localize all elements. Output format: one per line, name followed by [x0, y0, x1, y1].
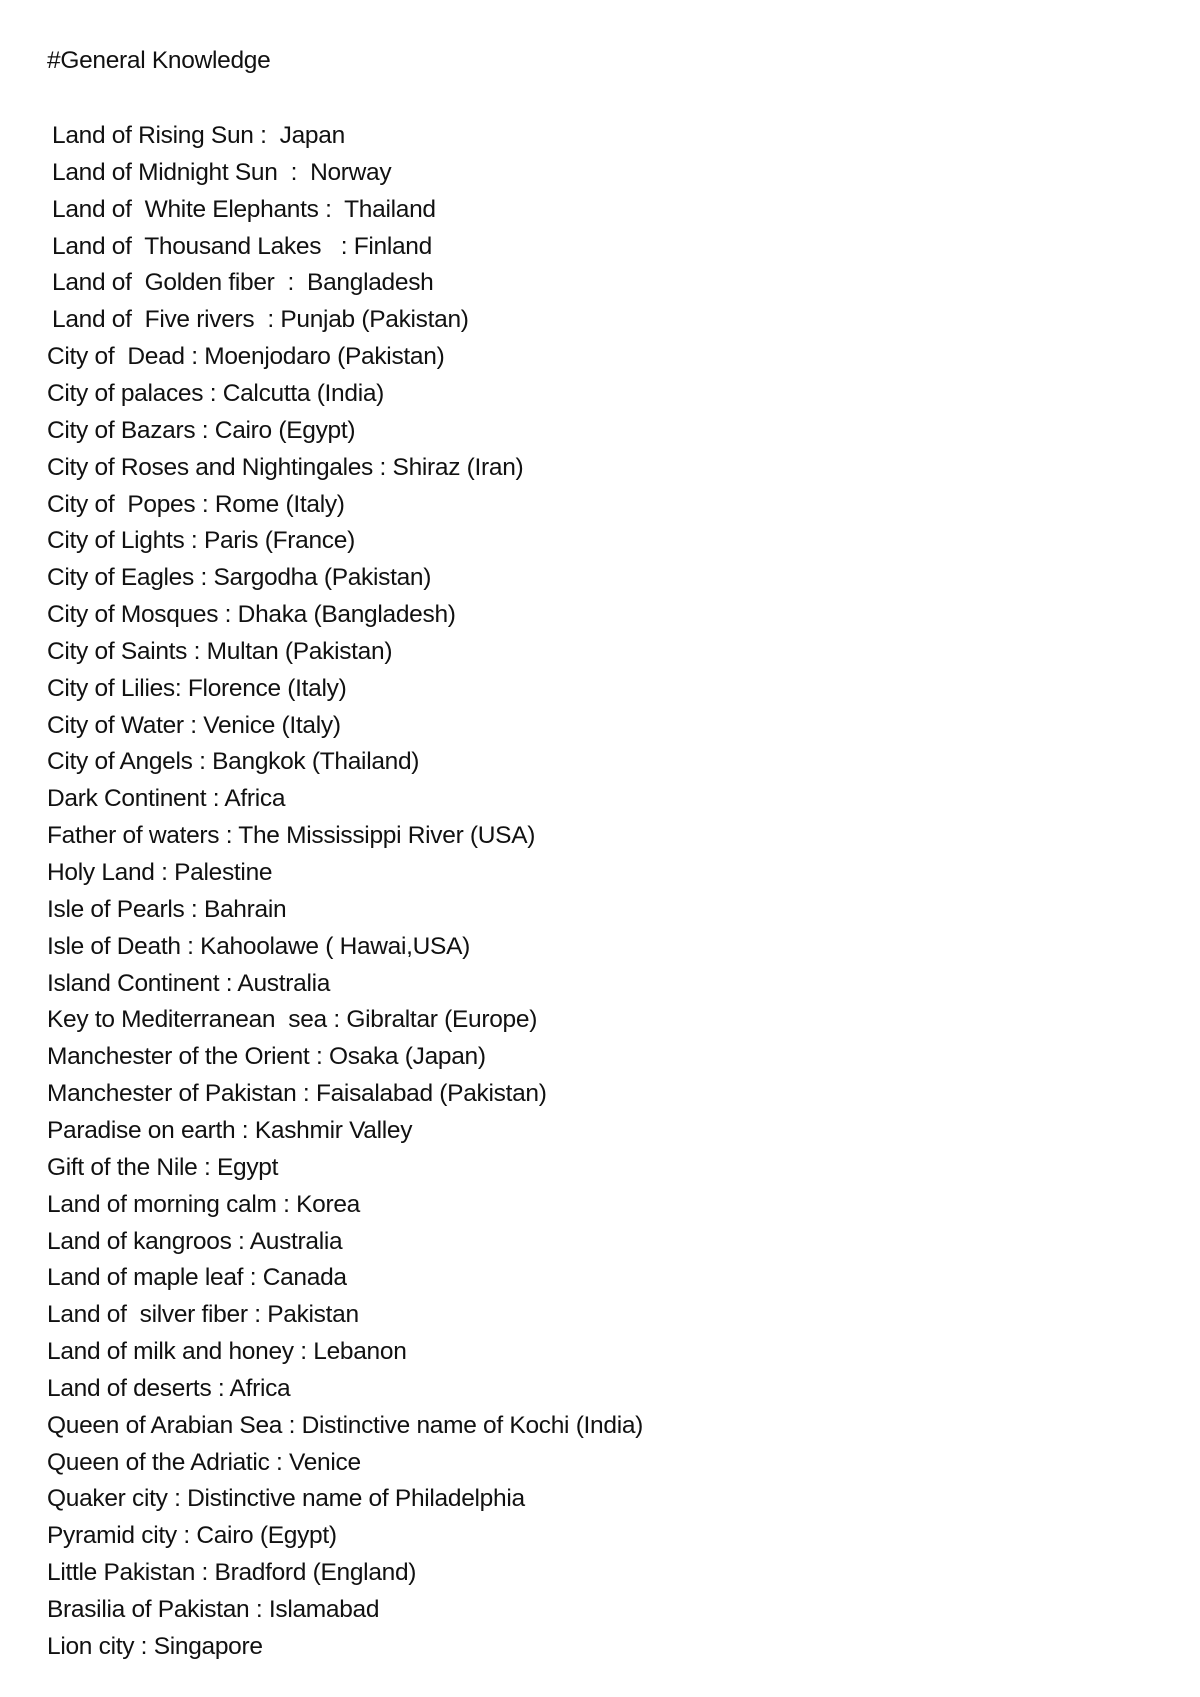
- list-item: Gift of the Nile : Egypt: [47, 1153, 279, 1181]
- list-item: Queen of Arabian Sea : Distinctive name of Kochi (India): [47, 1411, 644, 1439]
- list-item: Manchester of the Orient : Osaka (Japan): [47, 1043, 486, 1071]
- list-item: Land of Golden fiber : Bangladesh: [52, 269, 434, 297]
- list-item: City of Bazars : Cairo (Egypt): [47, 416, 356, 444]
- list-item: Paradise on earth : Kashmir Valley: [47, 1116, 413, 1144]
- list-item: Manchester of Pakistan : Faisalabad (Pakistan): [47, 1080, 547, 1108]
- list-item: Father of waters : The Mississippi River (USA): [47, 822, 536, 850]
- list-item: City of palaces : Calcutta (India): [47, 379, 385, 407]
- list-item: Land of maple leaf : Canada: [47, 1264, 347, 1292]
- list-item: City of Dead : Moenjodaro (Pakistan): [47, 343, 445, 371]
- list-item: Isle of Pearls : Bahrain: [47, 895, 287, 923]
- list-item: Lion city : Singapore: [47, 1632, 263, 1660]
- list-item: City of Mosques : Dhaka (Bangladesh): [47, 601, 456, 629]
- list-item: Land of morning calm : Korea: [47, 1190, 360, 1218]
- list-item: Land of silver fiber : Pakistan: [47, 1301, 359, 1329]
- list-item: City of Angels : Bangkok (Thailand): [47, 748, 420, 776]
- list-item: City of Roses and Nightingales : Shiraz (Iran): [47, 453, 524, 481]
- list-item: Key to Mediterranean sea : Gibraltar (Europe): [47, 1006, 538, 1034]
- list-item: Island Continent : Australia: [47, 969, 331, 997]
- list-item: Quaker city : Distinctive name of Philadelphia: [47, 1485, 525, 1513]
- list-item: Holy Land : Palestine: [47, 859, 273, 886]
- list-item: Land of Rising Sun : Japan: [52, 122, 345, 149]
- list-item: Dark Continent : Africa: [47, 785, 286, 813]
- list-item: Land of milk and honey : Lebanon: [47, 1338, 407, 1366]
- list-item: Brasilia of Pakistan : Islamabad: [47, 1596, 380, 1623]
- document-title: #General Knowledge: [47, 47, 271, 74]
- list-item: City of Lights : Paris (France): [47, 527, 355, 555]
- list-item: Land of White Elephants : Thailand: [52, 195, 436, 223]
- list-item: City of Eagles : Sargodha (Pakistan): [47, 564, 432, 592]
- list-item: Land of kangroos : Australia: [47, 1227, 343, 1255]
- list-item: City of Popes : Rome (Italy): [47, 490, 345, 518]
- list-item: Land of deserts : Africa: [47, 1374, 291, 1402]
- list-item: Little Pakistan : Bradford (England): [47, 1559, 417, 1587]
- list-item: City of Saints : Multan (Pakistan): [47, 637, 393, 665]
- list-item: City of Lilies: Florence (Italy): [47, 674, 347, 702]
- list-item: Pyramid city : Cairo (Egypt): [47, 1522, 337, 1550]
- list-item: City of Water : Venice (Italy): [47, 711, 341, 739]
- list-item: Land of Thousand Lakes : Finland: [52, 232, 432, 260]
- list-item: Land of Five rivers : Punjab (Pakistan): [52, 306, 469, 334]
- list-item: Isle of Death : Kahoolawe ( Hawai,USA): [47, 932, 470, 960]
- list-item: Queen of the Adriatic : Venice: [47, 1448, 361, 1476]
- list-item: Land of Midnight Sun : Norway: [52, 158, 392, 186]
